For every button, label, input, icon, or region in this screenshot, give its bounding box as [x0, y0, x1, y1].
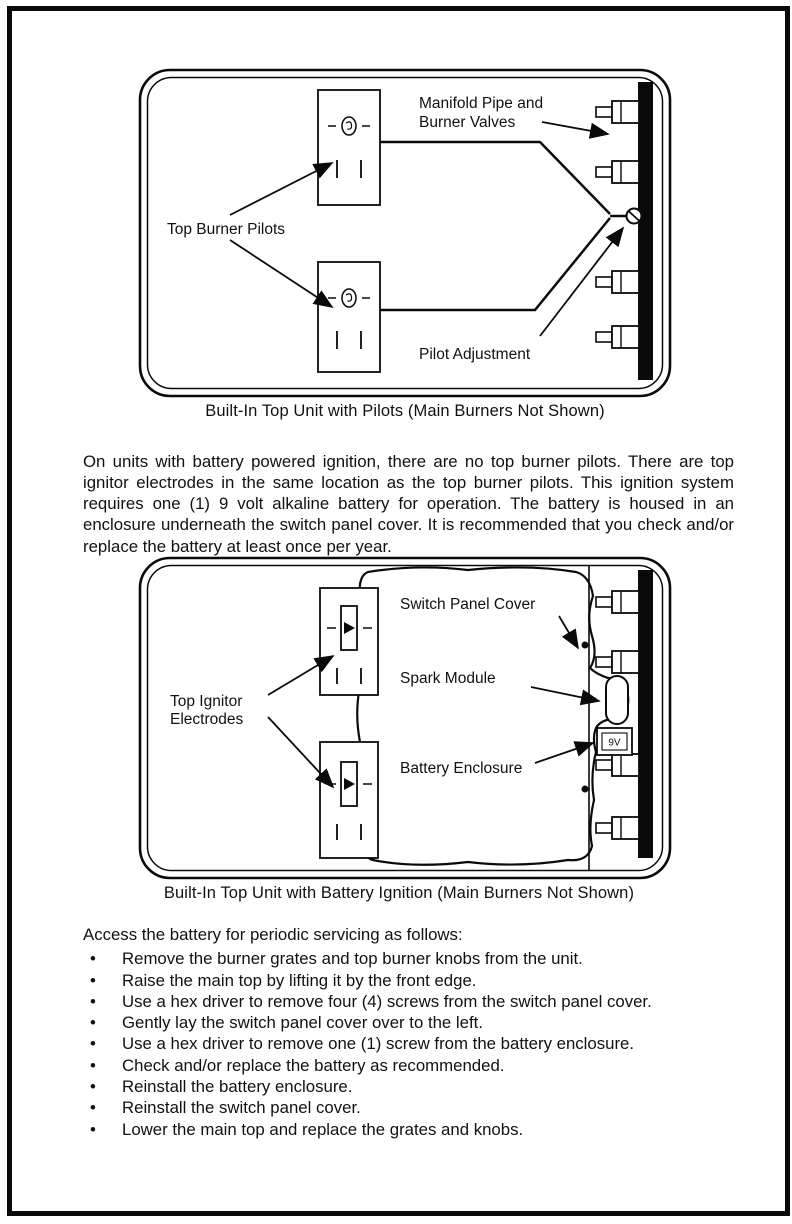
- spark-module: [606, 676, 628, 724]
- figure-pilot-ignition: [138, 68, 672, 421]
- battery-access-instructions: [83, 924, 745, 1140]
- list-item: • Raise the main top by lifting it by the front edge.: [83, 970, 745, 991]
- top-ignitor-electrode-upper: [320, 588, 378, 695]
- battery-enclosure-arrow: [535, 743, 593, 763]
- list-item: • Lower the main top and replace the grates and knobs.: [83, 1119, 745, 1140]
- top-burner-pilots-label: Top Burner Pilots: [167, 221, 286, 238]
- manifold-pipe: [638, 570, 653, 858]
- lower-pilot-arrow: [230, 240, 332, 307]
- pilot-adjustment-screw: [627, 209, 642, 224]
- pilot-diagram: [138, 68, 672, 398]
- list-item: • Use a hex driver to remove one (1) screw from the battery enclosure.: [83, 1033, 745, 1054]
- switch-panel-cover-arrow: [559, 616, 578, 648]
- access-steps-list: [83, 948, 745, 1140]
- valve: [596, 754, 639, 776]
- figure1-caption: Built-In Top Unit with Pilots (Main Burners Not Shown): [205, 402, 605, 420]
- manifold-pipe: [638, 82, 653, 380]
- list-item: • Reinstall the battery enclosure.: [83, 1076, 745, 1097]
- switch-panel-cover-label: Switch Panel Cover: [400, 596, 536, 613]
- figure2-caption: Built-In Top Unit with Battery Ignition (Main Burners Not Shown): [163, 884, 635, 902]
- battery-enclosure: [597, 728, 632, 755]
- valve: [596, 817, 639, 839]
- valve: [596, 271, 639, 293]
- top-burner-pilot-lower: [318, 262, 380, 372]
- spark-module-label: Spark Module: [400, 670, 496, 687]
- valve: [596, 651, 639, 673]
- top-burner-pilot-upper: [318, 90, 380, 205]
- valve: [596, 101, 639, 123]
- figure-battery-ignition: [138, 556, 672, 903]
- battery-diagram: [138, 556, 672, 880]
- list-item: • Check and/or replace the battery as recommended.: [83, 1055, 745, 1076]
- manifold-label-line2: Burner Valves: [419, 114, 516, 131]
- valve: [596, 161, 639, 183]
- battery-enclosure-label: Battery Enclosure: [400, 760, 523, 777]
- access-intro: Access the battery for periodic servicing as follows:: [83, 925, 463, 944]
- list-item: • Remove the burner grates and top burner knobs from the unit.: [83, 948, 745, 969]
- top-ignitor-label-line1: Top Ignitor: [170, 693, 243, 710]
- list-item: • Use a hex driver to remove four (4) screws from the switch panel cover.: [83, 991, 745, 1012]
- valve: [596, 591, 639, 613]
- list-item: • Reinstall the switch panel cover.: [83, 1097, 745, 1118]
- pilot-adjustment-label: Pilot Adjustment: [419, 346, 531, 363]
- top-ignitor-electrode-lower: [320, 742, 378, 858]
- pilot-tubing: [380, 142, 628, 310]
- manifold-label-line1: Manifold Pipe and: [419, 95, 544, 112]
- battery-ignition-paragraph: On units with battery powered ignition, there are no top burner pilots. There are top ignitor electrodes in the same location as the top burner pilots. This ignition system requires one (1) 9 volt alkaline battery for operation. The battery is housed in an enclosure underneath the switch panel cover. It is recommended that you check and/or replace the battery at least once per year.: [83, 451, 734, 556]
- top-ignitor-label-line2: Electrodes: [170, 711, 244, 728]
- cover-screw: [582, 642, 589, 649]
- battery-9v-label: 9V: [608, 737, 621, 749]
- valve: [596, 326, 639, 348]
- manifold-arrow: [542, 122, 608, 134]
- upper-pilot-arrow: [230, 163, 332, 215]
- callout-arrows: [230, 122, 623, 336]
- cover-screw: [582, 786, 589, 793]
- list-item: • Gently lay the switch panel cover over to the left.: [83, 1012, 745, 1033]
- burner-valves: [596, 101, 639, 348]
